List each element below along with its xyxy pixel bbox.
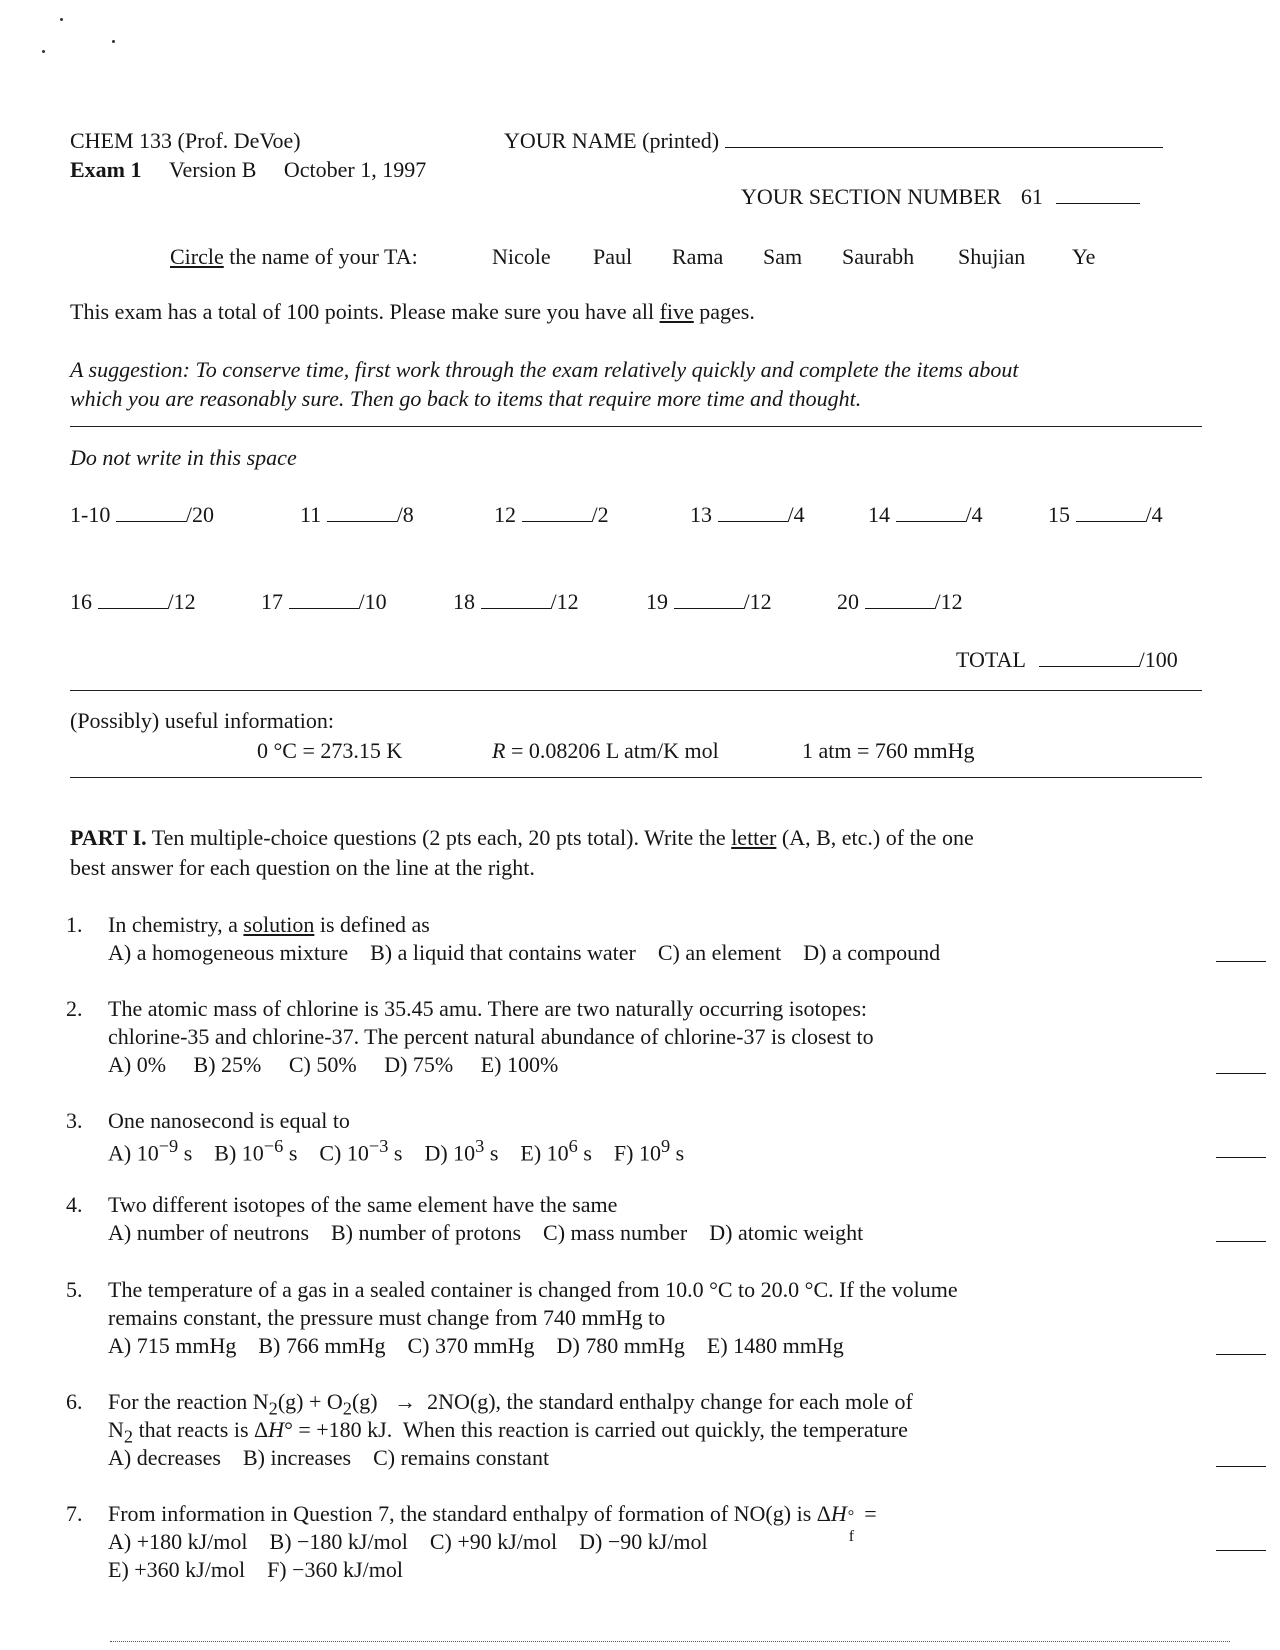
score-max: /8 (396, 502, 414, 527)
score-total (956, 647, 1178, 673)
stem-text: For the reaction N (108, 1389, 269, 1414)
scoring-note: Do not write in this space (70, 445, 297, 470)
score-blank[interactable] (718, 503, 788, 522)
question-number: 7. (66, 1501, 83, 1526)
question-number: 1. (66, 912, 83, 937)
score-label: 11 (300, 502, 322, 527)
suggestion-line-1: A suggestion: To conserve time, first work through the exam relatively quickly and complete the items about (70, 357, 1019, 382)
answer-line[interactable] (1216, 1157, 1266, 1158)
question-stem: chlorine-35 and chlorine-37. The percent natural abundance of chlorine-37 is closest to (108, 1024, 874, 1049)
score-max: /12 (167, 589, 196, 614)
answer-line[interactable] (1216, 1073, 1266, 1074)
question-options: E) +360 kJ/mol F) −360 kJ/mol (108, 1557, 403, 1582)
score-12 (494, 502, 609, 528)
total-max: /100 (1138, 647, 1178, 672)
score-blank[interactable] (1076, 503, 1146, 522)
question-options: A) 715 mmHg B) 766 mmHg C) 370 mmHg D) 780 mmHg E) 1480 mmHg (108, 1333, 844, 1358)
score-blank[interactable] (865, 590, 935, 609)
stem-text: is defined as (319, 912, 430, 937)
score-blank[interactable] (98, 590, 168, 609)
score-16 (70, 589, 196, 615)
suggestion-line-2: which you are reasonably sure. Then go back to items that require more time and thought. (70, 386, 862, 411)
stem-text: = (858, 1501, 877, 1526)
section-label: YOUR SECTION NUMBER (741, 184, 1002, 209)
question-number: 3. (66, 1108, 83, 1133)
question-options: A) number of neutrons B) number of protons C) mass number D) atomic weight (108, 1220, 864, 1245)
score-max: /12 (743, 589, 772, 614)
question-options: A) a homogeneous mixture B) a liquid that contains water C) an element D) a compound (108, 940, 941, 965)
exponent: −3 (368, 1136, 389, 1156)
score-label: 12 (494, 502, 516, 527)
answer-line[interactable] (1216, 1354, 1266, 1355)
total-blank[interactable] (1039, 648, 1139, 667)
exponent: −6 (263, 1136, 284, 1156)
exponent: 3 (475, 1136, 485, 1156)
score-label: 18 (453, 589, 475, 614)
score-max: /4 (1145, 502, 1163, 527)
points-note (70, 299, 755, 325)
score-label: 16 (70, 589, 92, 614)
points-note-end: pages. (699, 299, 755, 324)
score-20 (837, 589, 963, 615)
score-label: 1-10 (70, 502, 111, 527)
score-max: /12 (934, 589, 963, 614)
total-label: TOTAL (956, 647, 1026, 672)
question-stem: The atomic mass of chlorine is 35.45 amu. There are two naturally occurring isotopes: (108, 996, 867, 1021)
exam-version: Version B (169, 157, 257, 182)
section-number: 61 (1020, 184, 1043, 209)
score-max: /4 (787, 502, 805, 527)
score-max: /2 (591, 502, 609, 527)
question-stem: The temperature of a gas in a sealed container is changed from 10.0 °C to 20.0 °C. If the volume (108, 1277, 958, 1302)
stem-text: From information in Question 7, the standard enthalpy of formation of NO(g) is Δ (108, 1501, 831, 1526)
enthalpy-symbol: H (830, 1501, 847, 1526)
question-number: 5. (66, 1277, 83, 1302)
question-options (108, 1136, 684, 1167)
score-blank[interactable] (481, 590, 551, 609)
divider (70, 426, 1202, 427)
score-label: 17 (261, 589, 283, 614)
exponent: 6 (568, 1136, 578, 1156)
ta-name-sam[interactable]: Sam (763, 244, 803, 269)
ta-name-saurabh[interactable]: Saurabh (842, 244, 915, 269)
question-number: 2. (66, 996, 83, 1021)
score-17 (261, 589, 387, 615)
option-text: s (670, 1140, 685, 1166)
score-blank[interactable] (522, 503, 592, 522)
score-14 (868, 502, 983, 528)
question-options: A) decreases B) increases C) remains constant (108, 1445, 550, 1470)
name-field (504, 128, 1163, 154)
stem-term: solution (243, 912, 315, 937)
part1-intro-text: Ten multiple-choice questions (2 pts each, 20 pts total). Write the (151, 825, 726, 850)
exponent: 9 (660, 1136, 671, 1156)
stem-text: N (108, 1417, 124, 1442)
subscript: 2 (342, 1398, 352, 1419)
scan-speck (112, 40, 115, 43)
answer-line[interactable] (1216, 1550, 1266, 1551)
useful-info-pressure: 1 atm = 760 mmHg (802, 738, 975, 763)
name-label: YOUR NAME (printed) (504, 128, 720, 153)
ta-name-paul[interactable]: Paul (593, 244, 633, 269)
question-stem (108, 912, 430, 938)
points-five: five (659, 299, 694, 324)
score-blank[interactable] (896, 503, 966, 522)
score-max: /12 (550, 589, 579, 614)
ta-circle-word: Circle (170, 244, 224, 269)
exam-date: October 1, 1997 (283, 157, 427, 182)
question-number: 4. (66, 1192, 83, 1217)
question-options: A) 0% B) 25% C) 50% D) 75% E) 100% (108, 1052, 559, 1077)
useful-info-heading: (Possibly) useful information: (70, 708, 334, 733)
stem-text: In chemistry, a (108, 912, 238, 937)
superscript: ° (847, 1508, 855, 1525)
score-11 (300, 502, 414, 528)
score-max: /20 (185, 502, 214, 527)
score-19 (646, 589, 772, 615)
ta-name-nicole[interactable]: Nicole (492, 244, 551, 269)
divider (70, 777, 1202, 778)
ta-prompt (170, 244, 418, 270)
score-label: 15 (1048, 502, 1070, 527)
score-max: /4 (965, 502, 983, 527)
subscript: 2 (268, 1398, 278, 1419)
option-text: s B) 10 (178, 1140, 264, 1166)
ta-name-shujian[interactable]: Shujian (958, 244, 1026, 269)
option-text: s E) 10 (484, 1140, 569, 1166)
score-label: 20 (837, 589, 859, 614)
section-blank[interactable] (1056, 185, 1140, 204)
stem-text: (g) + O (277, 1389, 343, 1414)
part1-intro-end: (A, B, etc.) of the one (781, 825, 974, 850)
gas-constant-value: = 0.08206 L atm/K mol (510, 738, 719, 763)
ta-name-ye[interactable]: Ye (1072, 244, 1096, 269)
answer-line[interactable] (1216, 1241, 1266, 1242)
useful-info-gas-constant (492, 738, 719, 764)
question-stem: remains constant, the pressure must change from 740 mmHg to (108, 1305, 666, 1330)
question-stem (108, 1417, 908, 1448)
score-13 (690, 502, 805, 528)
question-stem: Two different isotopes of the same element have the same (108, 1192, 618, 1217)
stem-text: ° = +180 kJ. When this reaction is carried out quickly, the temperature (284, 1417, 908, 1442)
course-title: CHEM 133 (Prof. DeVoe) (70, 128, 301, 153)
part1-title: PART I. (70, 825, 147, 850)
part1-intro (70, 825, 974, 851)
exponent: −9 (158, 1136, 179, 1156)
points-note-text: This exam has a total of 100 points. Please make sure you have all (70, 299, 655, 324)
answer-line[interactable] (1216, 961, 1266, 962)
question-number: 6. (66, 1389, 83, 1414)
exam-info (70, 157, 426, 183)
part1-letter: letter (731, 825, 777, 850)
score-blank[interactable] (289, 590, 359, 609)
scan-speck (60, 18, 63, 21)
score-blank[interactable] (327, 503, 397, 522)
name-blank[interactable] (725, 129, 1163, 148)
question-stem (108, 1389, 913, 1420)
section-field (741, 184, 1140, 210)
score-1-10 (70, 502, 214, 528)
exam-label: Exam 1 (70, 157, 142, 182)
question-stem: One nanosecond is equal to (108, 1108, 350, 1133)
score-18 (453, 589, 579, 615)
stem-text: (g) → 2NO(g), the standard enthalpy change for each mole of (351, 1389, 913, 1414)
ta-name-rama[interactable]: Rama (672, 244, 724, 269)
option-text: A) 10 (108, 1140, 159, 1166)
divider (70, 690, 1202, 691)
score-max: /10 (358, 589, 387, 614)
score-blank[interactable] (674, 590, 744, 609)
gas-constant-symbol: R (492, 738, 506, 763)
option-text: s C) 10 (283, 1140, 369, 1166)
option-text: s D) 10 (388, 1140, 476, 1166)
score-label: 13 (690, 502, 712, 527)
option-text: s F) 10 (577, 1140, 661, 1166)
score-label: 19 (646, 589, 668, 614)
scan-edge-noise (110, 1641, 1230, 1642)
stem-text: that reacts is Δ (133, 1417, 269, 1442)
part1-intro-line-2: best answer for each question on the line at the right. (70, 855, 535, 880)
scan-speck (42, 50, 45, 53)
useful-info-temp: 0 °C = 273.15 K (257, 738, 403, 763)
subscript: 2 (123, 1426, 134, 1447)
answer-line[interactable] (1216, 1466, 1266, 1467)
question-options: A) +180 kJ/mol B) −180 kJ/mol C) +90 kJ/mol D) −90 kJ/mol (108, 1529, 708, 1554)
score-15 (1048, 502, 1163, 528)
ta-prompt-text: the name of your TA: (229, 244, 418, 269)
score-blank[interactable] (116, 503, 186, 522)
enthalpy-symbol: H (268, 1417, 285, 1442)
subscript: f (848, 1528, 855, 1545)
score-label: 14 (868, 502, 890, 527)
